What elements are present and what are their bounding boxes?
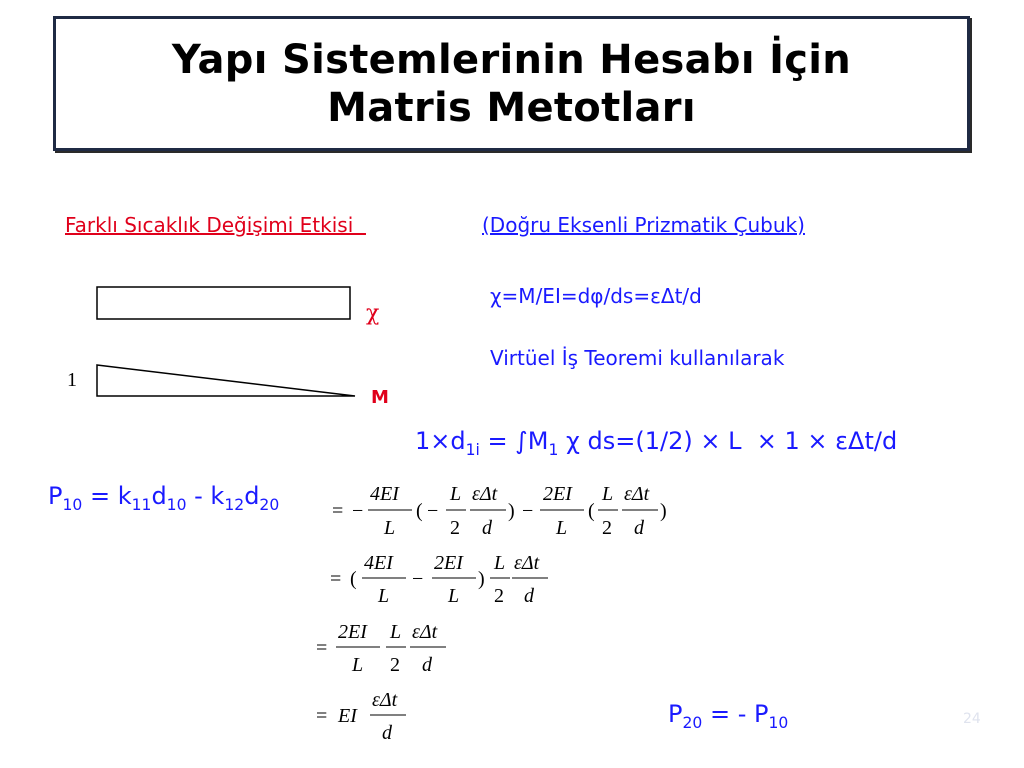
frac-edt-num: εΔt (472, 483, 498, 505)
d1i-sub: 1i (465, 440, 480, 459)
d1i-sub2: 1 (548, 440, 559, 459)
frac-l-den: 2 (450, 517, 460, 539)
minus-sign: − (352, 500, 364, 522)
slide-number: 24 (963, 711, 981, 727)
derivation-row-1 (332, 483, 667, 539)
frac-edt-num: εΔt (412, 621, 438, 643)
eq-sign: = (330, 568, 342, 590)
derivation-row-4 (316, 689, 406, 744)
virtual-work-text: Virtüel İş Teoremi kullanılarak (490, 346, 785, 370)
frac-l-den: 2 (390, 654, 400, 676)
p20-sub: 20 (682, 713, 703, 732)
d10-sub: 10 (166, 495, 187, 514)
minus-sign: − (412, 568, 424, 590)
frac-4ei-num: 4EI (370, 483, 399, 505)
rparen: ) (478, 568, 485, 590)
lparen: ( (416, 500, 423, 522)
p20-p: P (668, 700, 683, 728)
frac-edt-num: εΔt (372, 689, 398, 711)
subtitle-red: Farklı Sıcaklık Değişimi Etkisi (65, 213, 366, 237)
chi-definition: χ=M/EI=dφ/ds=εΔt/d (490, 284, 702, 308)
rparen: ) (660, 500, 667, 522)
lparen: ( (588, 500, 595, 522)
k11-sub: 11 (131, 495, 152, 514)
eq-sign: = (316, 705, 328, 727)
minus-k: - k (186, 482, 225, 510)
frac-l-num: L (390, 621, 402, 643)
frac-edt-num: εΔt (624, 483, 650, 505)
eq-sign: = (332, 500, 344, 522)
one-label: 1 (67, 369, 77, 391)
minus-sign: − (522, 500, 534, 522)
frac-edt-num: εΔt (514, 552, 540, 574)
lparen: ( (350, 568, 357, 590)
frac-2ei-num: 2EI (338, 621, 367, 643)
p10-p: P (48, 482, 63, 510)
d1i-mid: = ∫M (479, 427, 549, 455)
frac-l-num: L (450, 483, 462, 505)
frac-2ei-num: 2EI (434, 552, 463, 574)
d1i-lhs: 1×d (415, 427, 466, 455)
p20-sub2: 10 (768, 713, 789, 732)
chi-label: χ (366, 301, 380, 326)
title-line-1: Yapı Sistemlerinin Hesabı İçin (171, 36, 852, 83)
frac-l-num: L (494, 552, 506, 574)
frac-edt-den: d (422, 654, 432, 676)
frac-l-num: L (602, 483, 614, 505)
frac-l-den: 2 (602, 517, 612, 539)
frac-4ei-den: L (384, 517, 396, 539)
eq-sign: = (316, 637, 328, 659)
derivation-row-2 (330, 552, 548, 607)
title-line-2: Matris Metotları (327, 84, 696, 131)
frac-2ei-den: L (352, 654, 364, 676)
frac-4ei-den: L (378, 585, 390, 607)
frac-edt-den: d (524, 585, 534, 607)
frac-edt-den: d (634, 517, 644, 539)
frac-l-den: 2 (494, 585, 504, 607)
k12-sub: 12 (224, 495, 245, 514)
p20-eq: = - P (702, 700, 769, 728)
frac-2ei-den: L (448, 585, 460, 607)
frac-2ei-den: L (556, 517, 568, 539)
d20-sub: 20 (259, 495, 280, 514)
minus-sign: − (427, 500, 439, 522)
m-label: M (371, 387, 389, 408)
p20-equation (668, 700, 788, 732)
ei-term: EI (338, 705, 357, 727)
p10-eq: = k (82, 482, 132, 510)
rparen: ) (508, 500, 515, 522)
frac-4ei-num: 4EI (364, 552, 393, 574)
p10-sub: 10 (62, 495, 83, 514)
subtitle-blue: (Doğru Eksenli Prizmatik Çubuk) (482, 213, 805, 237)
d1i-rhs: χ ds=(1/2) × L × 1 × εΔt/d (558, 427, 898, 455)
frac-edt-den: d (482, 517, 492, 539)
d10: d (151, 482, 167, 510)
d20: d (244, 482, 260, 510)
frac-2ei-num: 2EI (543, 483, 572, 505)
derivation-row-3 (316, 621, 446, 676)
frac-edt-den: d (382, 722, 392, 744)
